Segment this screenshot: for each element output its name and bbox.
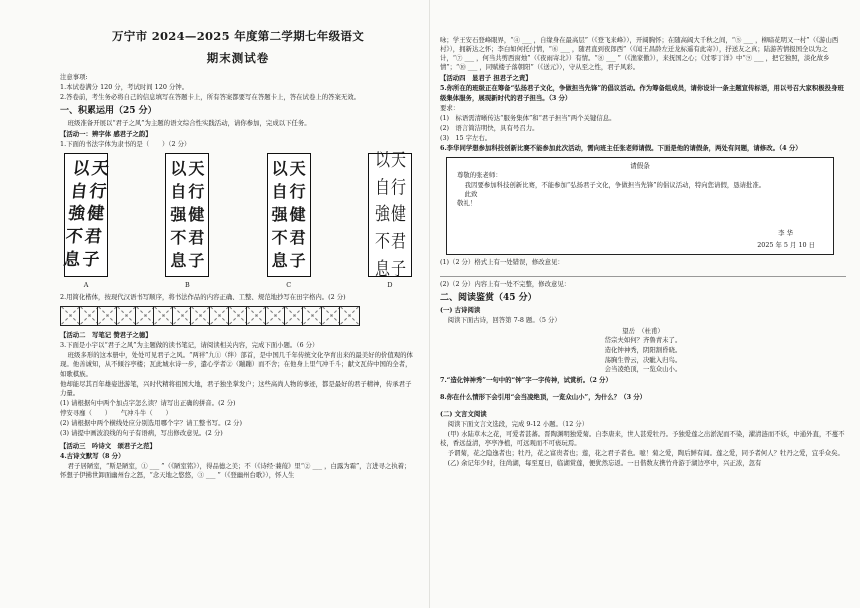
question-6-2: (2)（2 分）内容上有一处不完整，修改意见： — [440, 280, 571, 289]
calligraphy-char: 天 — [289, 159, 306, 179]
calligraphy-column — [391, 147, 405, 284]
grid-cell[interactable] — [136, 307, 155, 325]
calligraphy-char: 子 — [289, 250, 306, 270]
calligraphy-char: 強 — [67, 204, 87, 225]
leave-note-body: 我因要参加科技创新比赛，不能参加“弘扬君子文化，争做担当先锋”的倡议活动，特向您请假，恳请批准。 — [464, 180, 766, 189]
calligraphy-char: 自 — [69, 181, 89, 202]
grid-cell[interactable] — [229, 307, 248, 325]
note-1: 1.本试卷满分 120 分，考试时间 120 分钟。 — [60, 82, 189, 91]
calligraphy-char: 行 — [289, 182, 306, 202]
calligraphy-char: 天 — [390, 148, 405, 171]
calligraphy-options — [62, 148, 412, 290]
grid-cell[interactable] — [322, 307, 341, 325]
calligraphy-char: 强 — [271, 204, 288, 224]
grid-cell[interactable] — [173, 307, 192, 325]
calligraphy-char: 强 — [170, 204, 187, 224]
poem-line: 荡胸生曾云，决眦入归鸟。 — [604, 355, 682, 364]
calligraphy-char: 君 — [188, 227, 205, 247]
exam-title: 万宁市 2024—2025 年度第二学期七年级语文 — [111, 29, 365, 43]
grid-cell[interactable] — [80, 307, 99, 325]
calligraphy-char: 以 — [271, 159, 288, 179]
answer-line[interactable] — [440, 269, 846, 277]
question-4-continued: 咏；学王安石登峰眼界，“④ ___ ，自缘身在最高层”（《登飞来峰》），开阔胸怀；在随高阔大千秋之间，“⑤ ___ ，柳暗花明又一村”（《游山西村》），拥新达之怀；李白如何托付情，“⑥ ___ ，随君直到夜郎西”（《闻王昌龄左迁龙标遥有此寄》），抒送友之真；陆游苦情报国全以为之计，“⑦ ___ ，何当共剪西窗烛”（《夜雨寄北》）有情。“⑧ ___ ”（《渔家傲》），来抚国之心；《过零丁洋》中“⑨ ___ ，把它独照，淡化故乡情”；“⑩ ___ ，同赋楼子落朝阳”（《送元》），守从至之性，君子风彩。 — [440, 36, 839, 72]
calligraphy-char: 君 — [390, 230, 405, 253]
calligraphy-work-b — [165, 153, 209, 277]
question-6-1: (1)（2 分）格式上有一处错误，修改意见： — [440, 258, 564, 267]
leave-note-signature: 李 华 — [778, 229, 793, 238]
activity-4-heading: 【活动四 显君子 担君子之责】 — [440, 74, 532, 83]
calligraphy-column — [290, 158, 306, 272]
question-3-1: (1) 请根据句中两个加点字怎么读？请写出正确的拼音。(2 分) — [60, 398, 236, 407]
calligraphy-char: 不 — [170, 227, 187, 247]
calligraphy-option-b[interactable] — [165, 153, 209, 290]
grid-cell[interactable] — [266, 307, 285, 325]
calligraphy-char: 君 — [83, 227, 103, 248]
calligraphy-char: 子 — [390, 258, 405, 280]
classical-intro: 阅读下面文言文选段，完成 9-12 小题。（12 分） — [447, 420, 589, 429]
leave-note-greeting: 尊敬的张老师： — [457, 171, 502, 180]
calligraphy-char: 自 — [374, 176, 389, 198]
section-2-heading: 二、阅读鉴赏（45 分） — [440, 293, 537, 304]
calligraphy-char: 健 — [86, 204, 106, 225]
calligraphy-char: 以 — [374, 148, 389, 171]
calligraphy-char: 強 — [374, 203, 389, 226]
calligraphy-char: 不 — [271, 227, 288, 247]
note-2: 2.答卷前，考生务必将自己的信息填写在答题卡上，所有答案都要写在答题卡上，答在试卷上的答案无效。 — [60, 92, 361, 101]
activity-2-heading: 【活动二 写笔记 赞君子之德】 — [60, 331, 152, 340]
calligraphy-char: 不 — [64, 227, 84, 248]
question-5-requirement: (3) 15 字左右。 — [440, 133, 492, 142]
option-letter: A — [83, 280, 89, 289]
grid-cell[interactable] — [210, 307, 229, 325]
calligraphy-option-d[interactable] — [368, 148, 412, 290]
calligraphy-column — [170, 158, 186, 272]
leave-note-title: 请假条 — [630, 162, 650, 171]
calligraphy-work-a — [64, 153, 108, 277]
question-1: 1.下面的书法字体为隶书的是（ ）（2 分） — [60, 139, 191, 148]
calligraphy-char: 健 — [390, 203, 405, 226]
calligraphy-column — [188, 158, 204, 272]
question-5-requirements-heading: 要求： — [440, 103, 460, 112]
poem-title: 望岳 （杜甫） — [622, 327, 664, 336]
question-5: 5.你所在的班级正在筹备“弘扬君子文化，争做担当先锋”的倡议活动。作为筹备组成员，请你设计一条主题宣传标语，用以号召大家积极投身班级集体服务，展现新时代的君子担当。（3 分） — [440, 84, 844, 102]
grid-cell[interactable] — [154, 307, 173, 325]
poem-line: 造化钟神秀，阴阳割昏晓。 — [604, 345, 682, 354]
tianzige-grid[interactable] — [60, 306, 360, 326]
question-3-passage: 班级多形的这本册中，处处可见君子之风。“两袢”九①（绊）部首，是中国几千年传统文化孕育出来的最美好的价值观的体现。他善诚知，从不傾谷亭楼；瓦此城水诗一步，遣心学者②（蹦蹦）而不舍；在他身上里气冲千斗；献文瓦侍中国的全者，如歌棋族。 — [60, 351, 413, 378]
question-3-passage-cont: 他却能尽其百年雄姿进游笔，兴时代精将祖国大地，君子独坐掌发户；这些高尚人物的事迹，都是最好的君子精神，传承君子力量。 — [60, 379, 412, 397]
question-3-2: (2) 请根据中两个横线处应分别选用哪个字？请工整书写。(2 分) — [60, 419, 242, 428]
grid-cell[interactable] — [98, 307, 117, 325]
leave-note-closing-2: 敬礼！ — [457, 198, 477, 207]
calligraphy-char: 以 — [170, 159, 187, 179]
question-6: 6.李华同学想参加科技创新比赛不能参加此次活动，需向班主任张老师请假。下面是他的请假条，两处有问题，请修改。（4 分） — [440, 144, 802, 153]
option-letter: C — [286, 280, 292, 289]
calligraphy-option-a[interactable] — [64, 153, 108, 290]
calligraphy-char: 子 — [81, 250, 101, 271]
calligraphy-char: 自 — [170, 182, 187, 202]
option-letter: D — [387, 280, 393, 289]
calligraphy-char: 行 — [88, 181, 108, 202]
calligraphy-char: 不 — [374, 230, 389, 253]
question-8: 8.你在什么情形下会引用“会当凌绝顶，一览众山小”，为什么？（3 分） — [440, 392, 647, 401]
calligraphy-char: 息 — [62, 250, 82, 271]
activity-1-heading: 【活动一：辨字体 感君子之韵】 — [60, 129, 152, 138]
leave-note-date: 2025 年 5 月 10 日 — [757, 241, 815, 250]
calligraphy-work-d — [368, 148, 412, 280]
question-3: 3.下面是小宇以“君子之风”为主题做的读书笔记，请阅读相关内容，完成下面小题。（6 分） — [60, 341, 319, 350]
option-letter: B — [184, 280, 190, 289]
classical-passage-jia-2: 予谓菊，花之隐逸者也；牡丹，花之富贵者也；莲，花之君子者也。噫！菊之爱，陶后鲜有闻。莲之爱，同予者何人？牡丹之爱，宜乎众矣。 — [447, 449, 844, 458]
exam-subtitle: 期末测试卷 — [206, 51, 270, 66]
question-3-3: (3) 请提中画波浪线的句子有语病，写出修改意见。(2 分) — [60, 429, 223, 438]
calligraphy-char: 行 — [390, 176, 405, 198]
calligraphy-char: 健 — [188, 204, 205, 224]
calligraphy-option-c[interactable] — [267, 153, 311, 290]
poem-line: 岱宗夫如何？齐鲁青未了。 — [604, 336, 682, 345]
question-3-1-words: 悖安寻靡（ ） 气冲斗牛（ ） — [60, 408, 172, 417]
calligraphy-char: 子 — [188, 250, 205, 270]
calligraphy-char: 君 — [289, 227, 306, 247]
activity-3-heading: 【活动三 吟诗文 颂君子之范】 — [60, 442, 156, 451]
calligraphy-char: 息 — [170, 250, 187, 270]
grid-cell[interactable] — [340, 307, 359, 325]
classical-passage-yi: (乙) 余记年少时，往尚湖，每至夏日，临湖赏莲，便犹然忘返。一日偕数友携竹舟游于湖边亭中，兴正浓，忽有 — [447, 459, 762, 468]
subsection-classical: (二) 文言文阅读 — [440, 409, 487, 418]
leave-note-closing-1: 此致 — [464, 189, 478, 198]
grid-cell[interactable] — [247, 307, 266, 325]
calligraphy-char: 天 — [188, 159, 205, 179]
subsection-poetry: (一) 古诗阅读 — [440, 306, 481, 315]
calligraphy-char: 天 — [90, 158, 110, 179]
calligraphy-char: 健 — [289, 204, 306, 224]
question-5-requirement: (1) 标语需清晰传达“服务集体”和“君子担当”两个关键信息。 — [440, 113, 616, 122]
question-5-requirement: (2) 语言简洁明快，具有号召力。 — [440, 123, 539, 132]
section-1-intro: 班级准备开展以“君子之风”为主题的语文综合性实践活动，请你参加，完成以下任务。 — [67, 118, 311, 127]
grid-cell[interactable] — [191, 307, 210, 325]
calligraphy-char: 以 — [71, 158, 91, 179]
question-4-text: 君子居陋室，“斯是陋室，① ___ ”（《陋室铭》），得品德之美；不（《诗经·蒹葭》里“② ___ ，白露为霜”，言进寻之执着；怀想子伊拂世卸面幽州台之怒，“念天地之悠悠，③ ___ ”（《登幽州台歌》），怀人生 — [60, 462, 411, 480]
calligraphy-char: 行 — [188, 182, 205, 202]
section-1-heading: 一、积累运用（25 分） — [60, 105, 157, 116]
calligraphy-column — [272, 158, 288, 272]
grid-cell[interactable] — [117, 307, 136, 325]
calligraphy-work-c — [267, 153, 311, 277]
classical-passage-jia: (甲) 水陆草木之花，可爱者甚蕃。晋陶渊明独爱菊。自李唐来，世人甚爱牡丹。予独爱莲之出淤泥而不染，濯清涟而不妖，中通外直，不蔓不枝，香远益清，亭亭净植，可远观而不可亵玩焉。 — [440, 430, 845, 448]
calligraphy-char: 息 — [271, 250, 288, 270]
right-page — [430, 0, 860, 608]
calligraphy-column — [375, 147, 389, 284]
grid-cell[interactable] — [285, 307, 304, 325]
notes-heading: 注意事项: — [60, 72, 88, 81]
calligraphy-char: 息 — [374, 258, 389, 280]
grid-cell[interactable] — [61, 307, 80, 325]
leave-note-box — [446, 157, 834, 255]
question-7: 7.“造化钟神秀”一句中的“钟”字一字传神，试赏析。（2 分） — [440, 375, 612, 384]
poem-body — [440, 336, 846, 374]
calligraphy-char: 自 — [271, 182, 288, 202]
question-4: 4.古诗文默写（8 分） — [60, 452, 125, 461]
grid-cell[interactable] — [303, 307, 322, 325]
poetry-intro: 阅读下面古诗，回答第 7-8 题。（5 分） — [447, 316, 561, 325]
poem-line: 会当凌绝顶，一览众山小。 — [604, 365, 682, 374]
question-2: 2.用简化楷体，按现代汉语书写顺序，将书法作品的内容正确、工整、规范地抄写在田字格内。(2 分) — [60, 293, 346, 302]
